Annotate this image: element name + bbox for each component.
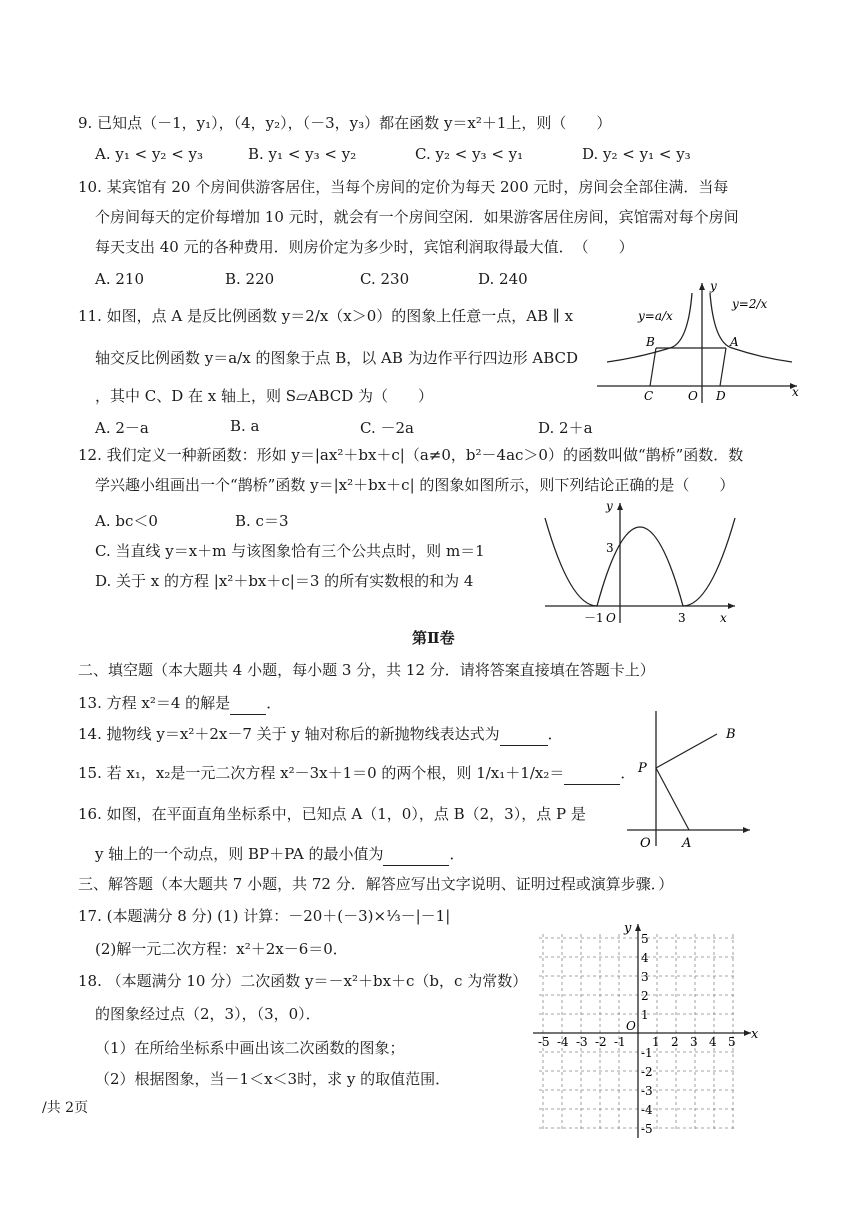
part3-heading: 三、解答题（本大题共 7 小题，共 72 分．解答应写出文字说明、证明过程或演算步骤．） bbox=[78, 875, 674, 893]
q16-fig-point-a: A bbox=[682, 836, 692, 851]
x-axis-label: x bbox=[751, 1027, 759, 1042]
q16-fig-point-p: P bbox=[638, 761, 647, 776]
q12-option-b: B. c＝3 bbox=[235, 512, 289, 530]
q11-fig-left-fn: y=a/x bbox=[638, 309, 673, 323]
x-tick-label: -1 bbox=[614, 1035, 626, 1049]
q11-option-a: A. 2－a bbox=[95, 419, 149, 437]
q13-blank bbox=[230, 692, 266, 715]
q9-option-d: D. y₂ < y₁ < y₃ bbox=[582, 145, 691, 163]
q11-fig-point-c: C bbox=[644, 389, 654, 403]
q16-figure bbox=[622, 706, 762, 856]
q11-fig-point-b: B bbox=[646, 335, 655, 349]
x-tick-label: -4 bbox=[557, 1035, 569, 1049]
x-tick-label: -2 bbox=[595, 1035, 607, 1049]
q18-line-1: 18. （本题满分 10 分）二次函数 y＝－x²＋bx＋c（b，c 为常数） bbox=[78, 972, 528, 990]
q18-line-4: （2）根据图象，当－1＜x＜3时，求 y 的取值范围． bbox=[95, 1070, 451, 1088]
q18-coordinate-grid bbox=[525, 900, 765, 1140]
x-tick-label: -3 bbox=[576, 1035, 588, 1049]
q12-fig-y3-label: 3 bbox=[606, 541, 614, 555]
q10-line-1: 10. 某宾馆有 20 个房间供游客居住，当每个房间的定价为每天 200 元时，房间会全部住满．当每 bbox=[78, 178, 729, 196]
q10-option-a: A. 210 bbox=[95, 270, 144, 288]
y-tick-label: -3 bbox=[641, 1084, 653, 1098]
q18-line-2: 的图象经过点（2，3），（3，0）． bbox=[95, 1005, 321, 1023]
x-tick-label: 4 bbox=[709, 1035, 717, 1049]
x-axis-arrow bbox=[744, 1030, 751, 1036]
x-tick-label: 1 bbox=[652, 1035, 660, 1049]
q11-line-1: 11. 如图，点 A 是反比例函数 y＝2/x（x＞0）的图象上任意一点，AB ∥ x bbox=[78, 307, 574, 325]
y-tick-label: 5 bbox=[641, 932, 649, 946]
q16-fig-point-b: B bbox=[726, 727, 736, 742]
q9-stem: 9. 已知点（－1，y₁），（4，y₂），（－3，y₃）都在函数 y＝x²＋1上，则（ ） bbox=[78, 114, 612, 132]
q11-fig-origin: O bbox=[688, 389, 698, 403]
q11-figure bbox=[592, 278, 802, 408]
q14-blank bbox=[500, 723, 548, 746]
q17-line-1: 17. (本题满分 8 分) (1) 计算：－20＋(－3)×⅓－|－1| bbox=[78, 907, 451, 925]
x-tick-label: 2 bbox=[671, 1035, 679, 1049]
q15-blank bbox=[564, 762, 620, 785]
q10-option-b: B. 220 bbox=[225, 270, 275, 288]
q12-fig-y-label: y bbox=[606, 499, 613, 513]
q15-text: 15. 若 x₁，x₂是一元二次方程 x²－3x＋1＝0 的两个根，则 1/x₁＋1/x₂＝ bbox=[78, 764, 565, 782]
q18-line-3: （1）在所给坐标系中画出该二次函数的图象； bbox=[95, 1039, 405, 1057]
q12-option-c: C. 当直线 y＝x＋m 与该图象恰有三个公共点时，则 m＝1 bbox=[95, 542, 485, 560]
q9-option-a: A. y₁ < y₂ < y₃ bbox=[95, 145, 204, 163]
y-tick-label: -2 bbox=[641, 1065, 653, 1079]
q11-fig-x-label: x bbox=[792, 385, 799, 399]
q10-line-2: 个房间每天的定价每增加 10 元时，就会有一个房间空闲．如果游客居住房间，宾馆需对每个房间 bbox=[95, 208, 739, 226]
y-tick-label: -5 bbox=[641, 1122, 653, 1136]
q11-option-b: B. a bbox=[230, 417, 260, 435]
q11-option-d: D. 2＋a bbox=[538, 419, 593, 437]
y-tick-label: 3 bbox=[641, 970, 649, 984]
q12-line-1: 12. 我们定义一种新函数：形如 y＝|ax²＋bx＋c|（a≠0，b²－4ac＞0）的函数叫做“鹊桥”函数．数 bbox=[78, 446, 744, 464]
q11-fig-right-fn: y=2/x bbox=[732, 297, 768, 311]
y-tick-label: 4 bbox=[641, 951, 649, 965]
q11-line-3: ，其中 C、D 在 x 轴上，则 S▱ABCD 为（ ） bbox=[95, 387, 434, 405]
q12-line-2: 学兴趣小组画出一个“鹊桥”函数 y＝|x²＋bx＋c| 的图象如图所示，则下列结论正确的是（ ） bbox=[95, 476, 735, 494]
q9-option-c: C. y₂ < y₃ < y₁ bbox=[415, 145, 524, 163]
q12-figure bbox=[540, 498, 740, 628]
q11-fig-y-label: y bbox=[710, 279, 717, 293]
q12-option-a: A. bc＜0 bbox=[95, 512, 158, 530]
q17-line-2: (2)解一元二次方程：x²＋2x－6＝0． bbox=[95, 940, 348, 958]
q12-fig-minus1-label: －1 bbox=[584, 611, 604, 625]
y-tick-label: -1 bbox=[641, 1046, 653, 1060]
q12-fig-x-label: x bbox=[720, 611, 727, 625]
q11-fig-point-d: D bbox=[716, 389, 726, 403]
x-tick-label: 3 bbox=[690, 1035, 698, 1049]
page-footer: /共 2页 bbox=[42, 1100, 89, 1116]
x-tick-label: -5 bbox=[538, 1035, 550, 1049]
y-axis-label: y bbox=[624, 921, 632, 936]
q9-option-b: B. y₁ < y₃ < y₂ bbox=[248, 145, 357, 163]
q10-line-3: 每天支出 40 元的各种费用．则房价定为多少时，宾馆利润取得最大值． （ ） bbox=[95, 238, 634, 256]
q16-line-2: y 轴上的一个动点，则 BP＋PA 的最小值为 bbox=[95, 845, 384, 863]
q10-option-d: D. 240 bbox=[478, 270, 528, 288]
q11-fig-point-a: A bbox=[730, 335, 739, 349]
q13-text: 13. 方程 x²＝4 的解是 bbox=[78, 694, 231, 712]
y-tick-label: 1 bbox=[641, 1008, 649, 1022]
q14-line: 14. 抛物线 y＝x²＋2x－7 关于 y 轴对称后的新抛物线表达式为 ． bbox=[78, 723, 563, 746]
q15-line: 15. 若 x₁，x₂是一元二次方程 x²－3x＋1＝0 的两个根，则 1/x₁＋1/x₂＝ ． bbox=[78, 762, 635, 785]
q16-line-1: 16. 如图，在平面直角坐标系中，已知点 A（1，0），点 B（2，3），点 P 是 bbox=[78, 805, 586, 823]
origin-label: O bbox=[626, 1019, 636, 1033]
q16-line-2-wrap: y 轴上的一个动点，则 BP＋PA 的最小值为 ． bbox=[95, 843, 464, 866]
q12-fig-x3-label: 3 bbox=[678, 611, 686, 625]
y-tick-label: 2 bbox=[641, 989, 649, 1003]
section2-title: 第Ⅱ卷 bbox=[412, 629, 455, 647]
y-axis-arrow bbox=[635, 924, 641, 931]
q11-line-2: 轴交反比例函数 y＝a/x 的图象于点 B，以 AB 为边作平行四边形 ABCD bbox=[95, 349, 579, 367]
q12-option-d: D. 关于 x 的方程 |x²＋bx＋c|＝3 的所有实数根的和为 4 bbox=[95, 572, 474, 590]
q12-fig-origin: O bbox=[606, 611, 616, 625]
x-tick-label: 5 bbox=[728, 1035, 736, 1049]
q16-fig-origin: O bbox=[640, 836, 651, 851]
q13-line: 13. 方程 x²＝4 的解是 ． bbox=[78, 692, 281, 715]
q10-option-c: C. 230 bbox=[360, 270, 410, 288]
q11-option-c: C. －2a bbox=[360, 419, 414, 437]
part2-heading: 二、填空题（本大题共 4 小题，每小题 3 分，共 12 分．请将答案直接填在答题卡上） bbox=[78, 661, 655, 679]
q16-blank bbox=[383, 843, 449, 866]
q14-text: 14. 抛物线 y＝x²＋2x－7 关于 y 轴对称后的新抛物线表达式为 bbox=[78, 725, 500, 743]
y-tick-label: -4 bbox=[641, 1103, 653, 1117]
